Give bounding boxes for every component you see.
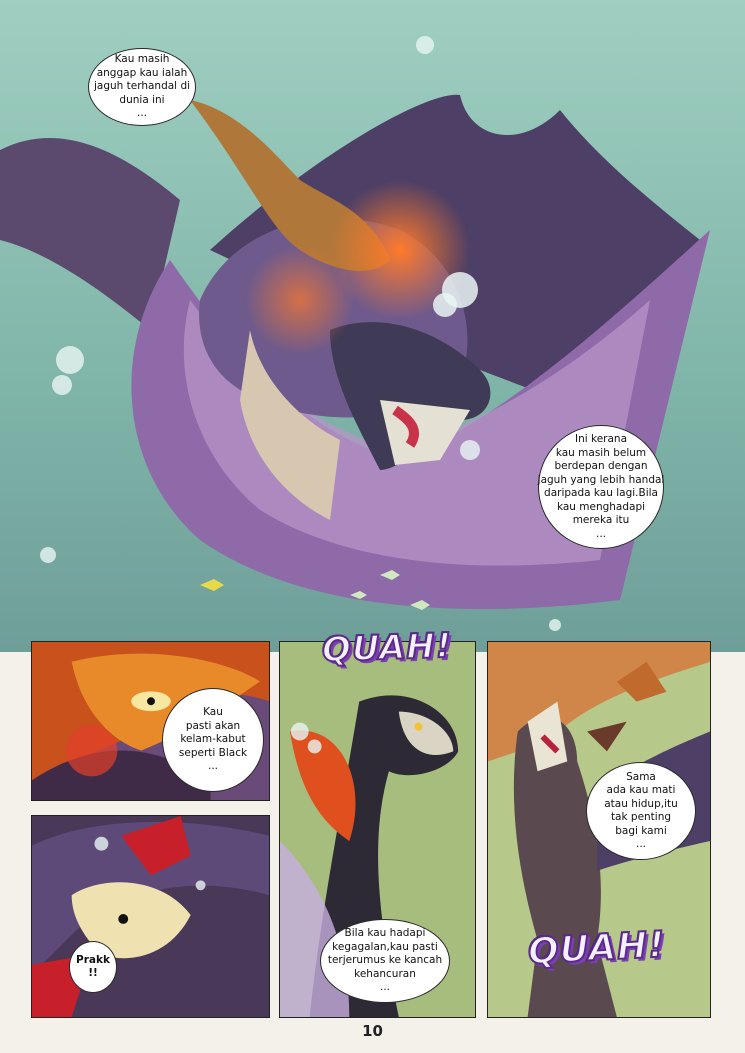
bubble-line: ada kau mati (606, 784, 676, 796)
speech-bubble-4 (320, 919, 450, 1003)
bubble-line: Kau (203, 706, 223, 719)
bubble-line: ... (595, 527, 606, 540)
bubble-line: berdepan dengan (554, 460, 648, 472)
panel-eye-closeup (31, 641, 270, 801)
bubble-line: bagi kami (615, 824, 667, 837)
bubble-line: ... (136, 107, 147, 120)
speech-bubble-5 (586, 762, 696, 860)
panel-roar-left (279, 641, 476, 1018)
bubble-line: jaguh yang lebih handal (537, 473, 665, 486)
bubble-line: mereka itu (572, 514, 630, 526)
bubble-line: atau hidup,itu (604, 797, 678, 810)
speech-bubble-2 (538, 425, 664, 549)
bubble-line: Ini kerana (574, 433, 627, 445)
bubble-line: ... (379, 981, 390, 994)
impact-illustration (32, 816, 269, 1017)
bubble-line: anggap kau ialah (96, 66, 188, 79)
sfx-quah-top: QUAH! (321, 625, 453, 671)
bubble-line: tak penting (610, 811, 672, 823)
sfx-quah-bottom: QUAH! (527, 924, 667, 973)
bubble-line: Kau masih (114, 53, 170, 66)
speech-bubble-3 (162, 688, 264, 792)
bubble-line: Sama (626, 770, 656, 783)
bubble-line: seperti Black (178, 746, 248, 759)
bubble-line: jaguh terhandal di (93, 80, 191, 93)
bubble-line: terjerumus ke kancah (327, 954, 443, 967)
bubble-line: kau menghadapi (556, 500, 646, 513)
bubble-line: kehancuran (354, 967, 416, 980)
sound-text: Prakk (76, 953, 110, 966)
panel-impact (31, 815, 270, 1018)
speech-bubble-1 (88, 48, 196, 126)
bubble-line: ... (635, 838, 646, 850)
bubble-line: kau masih belum (555, 446, 647, 459)
bubble-line: pasti akan (185, 719, 241, 732)
bubble-line: ... (207, 760, 218, 773)
sound-bubble (69, 941, 117, 993)
bubble-line: kegagalan,kau pasti (332, 940, 438, 953)
bubble-line: kelam-kabut (180, 733, 246, 746)
bubble-line: dunia ini (119, 93, 165, 106)
bubble-line: daripada kau lagi.Bila (544, 487, 658, 499)
bubble-line: Bila kau hadapi (344, 927, 426, 940)
sound-text: !! (88, 967, 98, 979)
page-number: 10 (362, 1022, 383, 1040)
